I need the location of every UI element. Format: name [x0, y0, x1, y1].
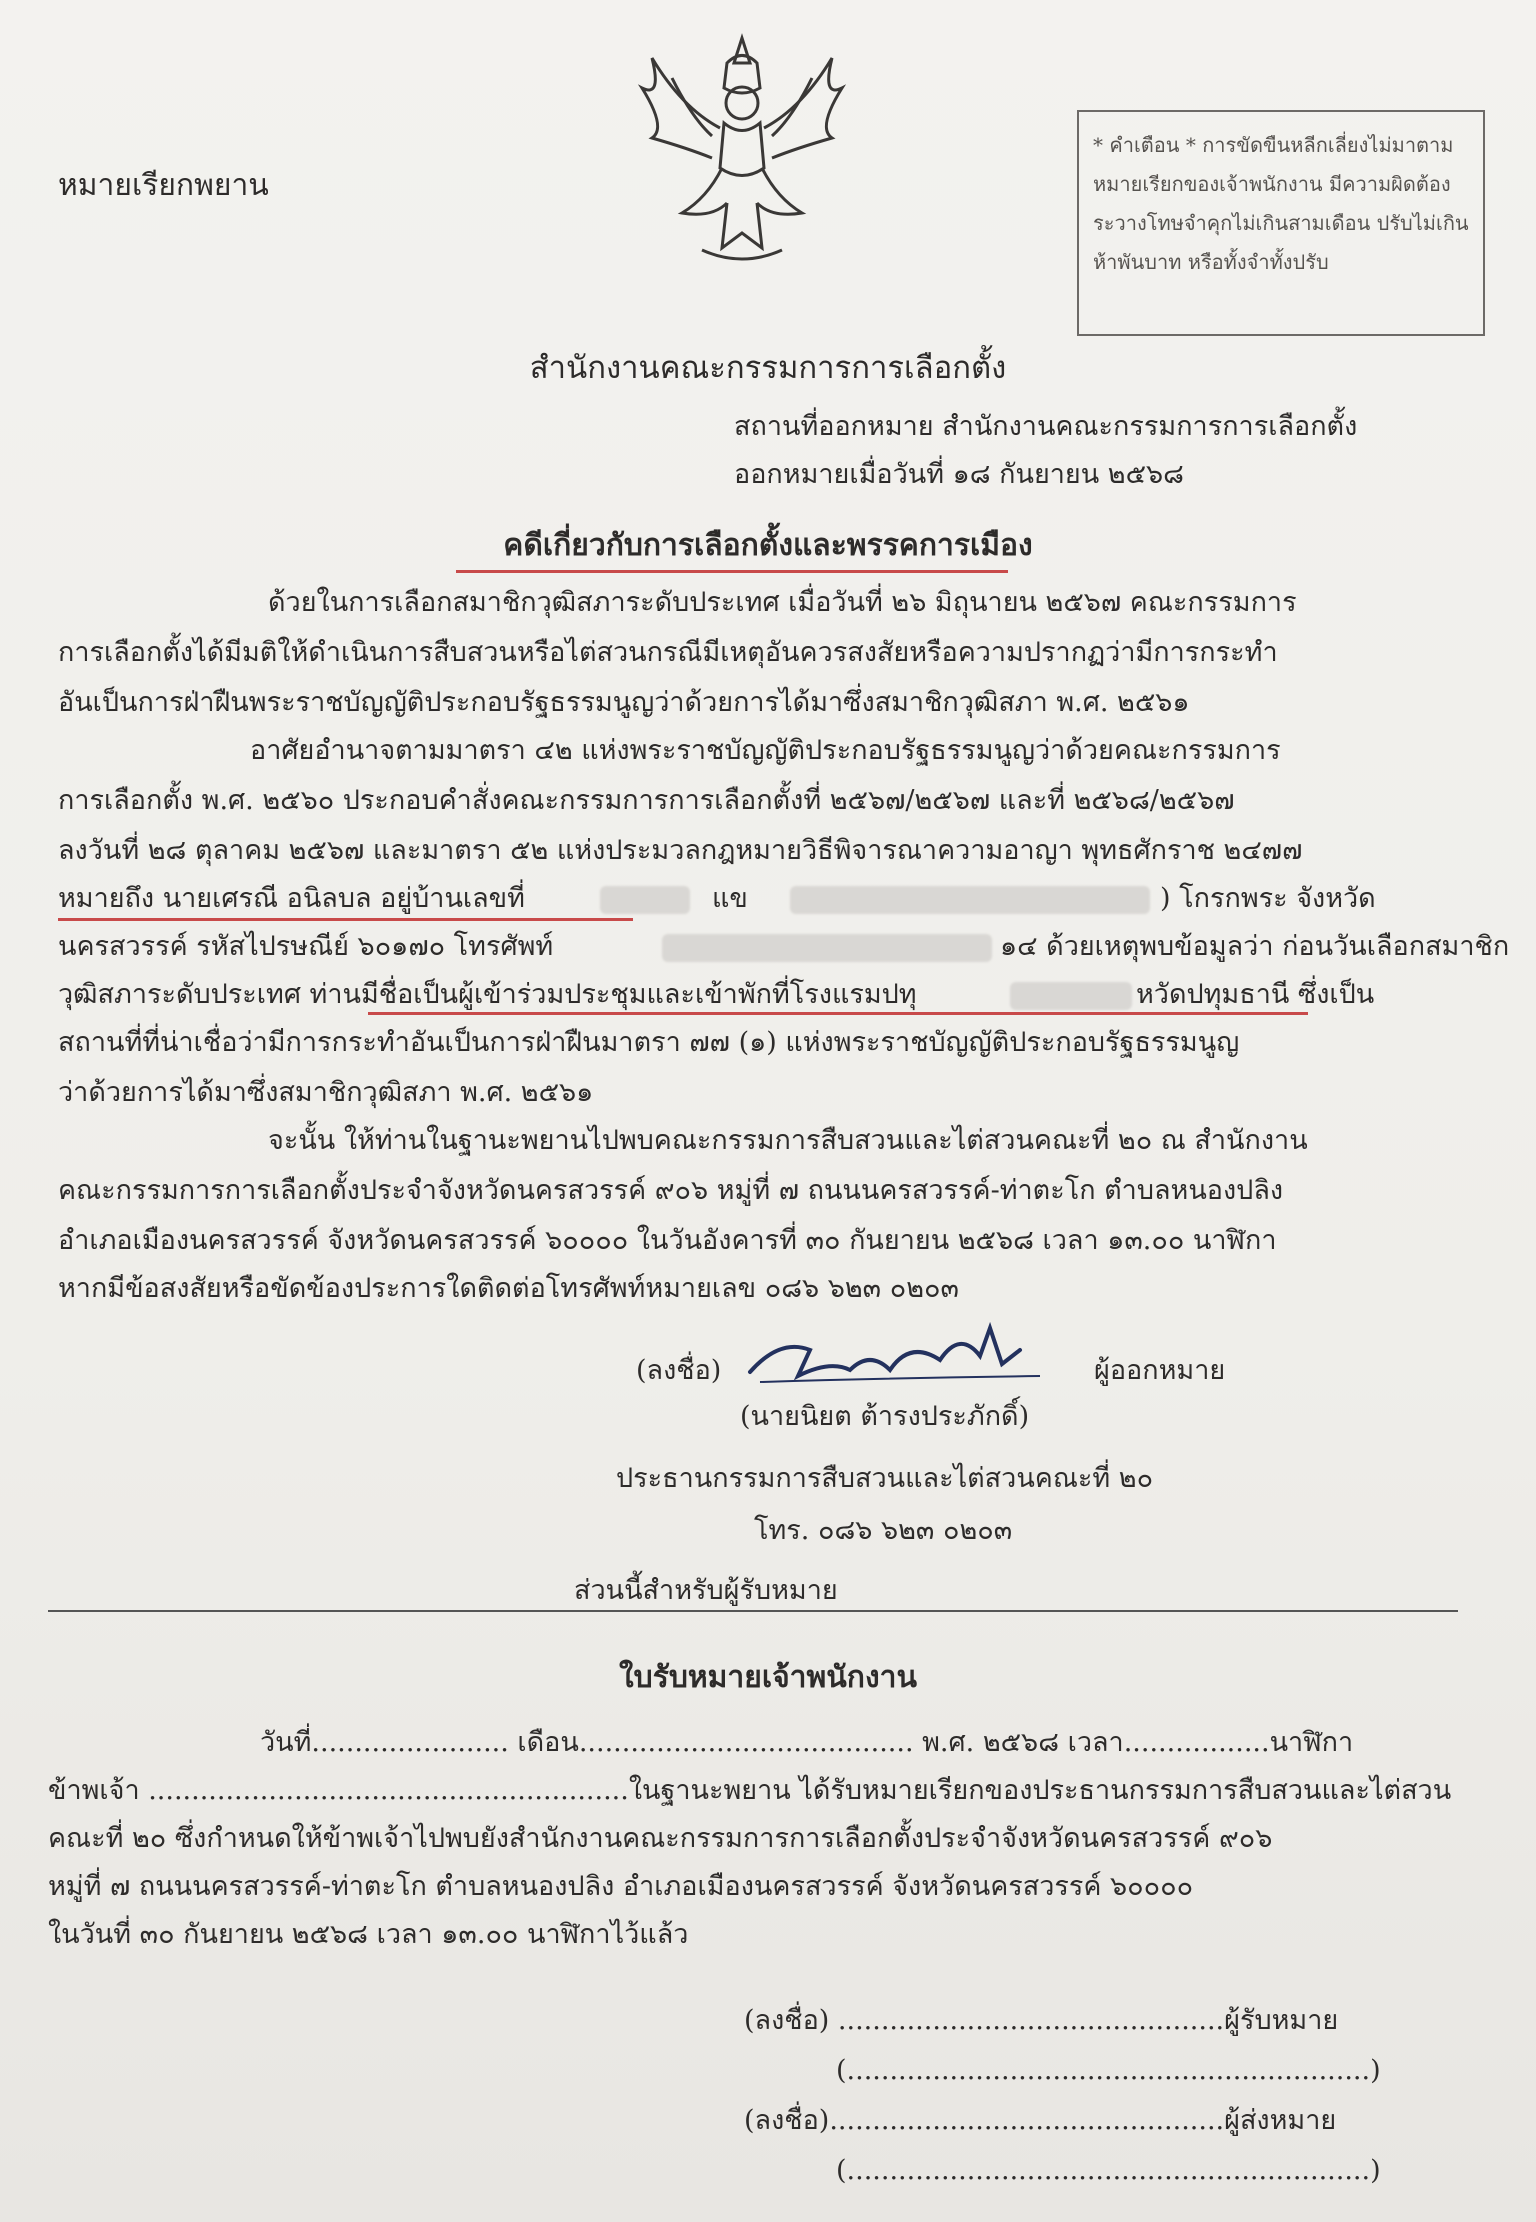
body-line-12: จะนั้น ให้ท่านในฐานะพยานไปพบคณะกรรมการสืบสวนและไต่สวนคณะที่ ๒๐ ณ สำนักงาน	[268, 1125, 1308, 1156]
receipt-sender-name: (.............................................................)	[836, 2155, 1381, 2186]
name-underline	[58, 918, 633, 921]
body-line-2: การเลือกตั้งได้มีมติให้ดำเนินการสืบสวนหรือไต่สวนกรณีมีเหตุอันควรสงสัยหรือความปรากฏว่ามีการกระทำ	[58, 637, 1278, 668]
redacted-address-2	[790, 886, 1150, 914]
document-type-label: หมายเรียกพยาน	[58, 168, 269, 203]
receipt-line-5: ในวันที่ ๓๐ กันยายน ๒๕๖๘ เวลา ๑๓.๐๐ นาฬิกาไว้แล้ว	[48, 1919, 689, 1950]
redacted-address-1	[600, 886, 690, 914]
body-line-10: สถานที่ที่น่าเชื่อว่ามีการกระทำอันเป็นการฝ่าฝืนมาตรา ๗๗ (๑) แห่งพระราชบัญญัติประกอบรัฐธรรมนูญ	[58, 1027, 1240, 1058]
receipt-title: ใบรับหมายเจ้าพนักงาน	[619, 1660, 917, 1695]
case-title-underline	[456, 570, 1008, 573]
body-line-7b: แข	[712, 883, 748, 914]
body-line-9b: หวัดปทุมธานี ซึ่งเป็น	[1136, 979, 1375, 1010]
body-line-11: ว่าด้วยการได้มาซึ่งสมาชิกวุฒิสภา พ.ศ. ๒๕๖๑	[58, 1077, 594, 1108]
body-line-13: คณะกรรมการการเลือกตั้งประจำจังหวัดนครสวรรค์ ๙๐๖ หมู่ที่ ๗ ถนนนครสวรรค์-ท่าตะโก ตำบลหนองปลิง	[58, 1175, 1284, 1206]
hotel-underline	[368, 1012, 1308, 1015]
body-line-1: ด้วยในการเลือกสมาชิกวุฒิสภาระดับประเทศ เมื่อวันที่ ๒๖ มิถุนายน ๒๕๖๗ คณะกรรมการ	[268, 587, 1297, 618]
issuer-sign-role: ผู้ออกหมาย	[1094, 1355, 1226, 1386]
receipt-sender-signature: (ลงชื่อ)..............................................ผู้ส่งหมาย	[744, 2105, 1337, 2136]
receipt-line-3: คณะที่ ๒๐ ซึ่งกำหนดให้ข้าพเจ้าไปพบยังสำนักงานคณะกรรมการการเลือกตั้งประจำจังหวัดนครสวรรค์ ๙๐๖	[48, 1823, 1273, 1854]
office-title: สำนักงานคณะกรรมการการเลือกตั้ง	[529, 350, 1007, 386]
garuda-emblem-icon	[612, 18, 872, 280]
body-line-6: ลงวันที่ ๒๘ ตุลาคม ๒๕๖๗ และมาตรา ๕๒ แห่งประมวลกฎหมายวิธีพิจารณาความอาญา พุทธศักราช ๒๔๗๗	[58, 835, 1303, 866]
receipt-receiver-signature: (ลงชื่อ) .............................................ผู้รับหมาย	[744, 2005, 1339, 2036]
receiver-section-note: ส่วนนี้สำหรับผู้รับหมาย	[574, 1575, 838, 1606]
body-line-7c: ) โกรกพระ จังหวัด	[1160, 883, 1376, 914]
body-line-7a: หมายถึง นายเศรณี อนิลบล อยู่บ้านเลขที่	[58, 883, 525, 914]
receipt-line-2: ข้าพเจ้า ........................................................ในฐานะพยาน ได้รับหมายเรียกของประธานกรรมการสืบสวนและไต่สวน	[48, 1775, 1452, 1806]
body-line-14: อำเภอเมืองนครสวรรค์ จังหวัดนครสวรรค์ ๖๐๐๐๐ ในวันอังคารที่ ๓๐ กันยายน ๒๕๖๘ เวลา ๑๓.๐๐ นาฬิกา	[58, 1225, 1277, 1256]
issuer-position: ประธานกรรมการสืบสวนและไต่สวนคณะที่ ๒๐	[616, 1463, 1154, 1494]
body-line-5: การเลือกตั้ง พ.ศ. ๒๕๖๐ ประกอบคำสั่งคณะกรรมการการเลือกตั้งที่ ๒๕๖๗/๒๕๖๗ และที่ ๒๕๖๘/๒๕๖๗	[58, 785, 1235, 816]
receipt-receiver-name: (.............................................................)	[836, 2055, 1381, 2086]
issuer-sign-prefix: (ลงชื่อ)	[636, 1355, 722, 1386]
issuer-phone: โทร. ๐๘๖ ๖๒๓ ๐๒๐๓	[754, 1515, 1013, 1546]
body-line-15: หากมีข้อสงสัยหรือขัดข้องประการใดติดต่อโทรศัพท์หมายเลข ๐๘๖ ๖๒๓ ๐๒๐๓	[58, 1273, 959, 1304]
body-line-9a: วุฒิสภาระดับประเทศ ท่านมีชื่อเป็นผู้เข้าร่วมประชุมและเข้าพักที่โรงแรมปทุ	[58, 979, 917, 1010]
body-line-8a: นครสวรรค์ รหัสไปรษณีย์ ๖๐๑๗๐ โทรศัพท์	[58, 931, 554, 962]
redacted-hotel	[1010, 982, 1132, 1010]
case-title: คดีเกี่ยวกับการเลือกตั้งและพรรคการเมือง	[503, 528, 1033, 563]
section-divider	[48, 1610, 1458, 1612]
receipt-line-4: หมู่ที่ ๗ ถนนนครสวรรค์-ท่าตะโก ตำบลหนองปลิง อำเภอเมืองนครสวรรค์ จังหวัดนครสวรรค์ ๖๐๐๐๐	[48, 1871, 1194, 1902]
handwritten-signature	[740, 1320, 1070, 1392]
redacted-phone	[662, 934, 992, 962]
body-line-3: อันเป็นการฝ่าฝืนพระราชบัญญัติประกอบรัฐธรรมนูญว่าด้วยการได้มาซึ่งสมาชิกวุฒิสภา พ.ศ. ๒๕๖๑	[58, 687, 1190, 718]
issue-place: สถานที่ออกหมาย สำนักงานคณะกรรมการการเลือกตั้ง	[734, 411, 1358, 442]
warning-box: * คำเตือน * การขัดขืนหลีกเลี่ยงไม่มาตามหมายเรียกของเจ้าพนักงาน มีความผิดต้องระวางโทษจำคุกไม่เกินสามเดือน ปรับไม่เกินห้าพันบาท หรือทั้งจำทั้งปรับ	[1077, 110, 1485, 336]
body-line-8b: ๑๔ ด้วยเหตุพบข้อมูลว่า ก่อนวันเลือกสมาชิก	[1000, 931, 1510, 962]
issuer-name: (นายนิยต ต้ารงประภักดิ์)	[740, 1401, 1030, 1432]
issue-date: ออกหมายเมื่อวันที่ ๑๘ กันยายน ๒๕๖๘	[734, 459, 1184, 490]
body-line-4: อาศัยอำนาจตามมาตรา ๔๒ แห่งพระราชบัญญัติประกอบรัฐธรรมนูญว่าด้วยคณะกรรมการ	[250, 735, 1281, 766]
receipt-line-1: วันที่....................... เดือน....................................... พ.ศ. ๒๕๖๘ เวลา.................นาฬิกา	[260, 1727, 1354, 1758]
